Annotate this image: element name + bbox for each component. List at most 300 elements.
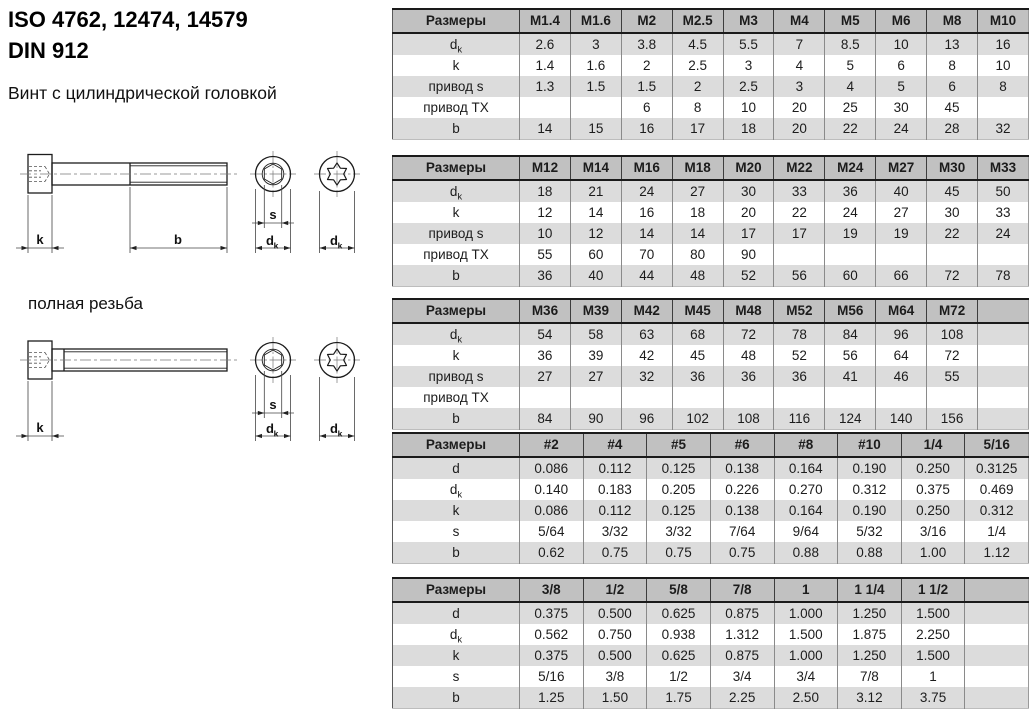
standards-title-iso: ISO 4762, 12474, 14579	[8, 7, 248, 32]
value-cell: 5	[825, 55, 876, 76]
value-cell: 1.6	[570, 55, 621, 76]
value-cell: 52	[774, 345, 825, 366]
table-metric-small	[392, 8, 1029, 140]
value-cell: 14	[672, 223, 723, 244]
value-cell: 0.562	[520, 624, 584, 645]
value-cell: 0.140	[520, 479, 584, 500]
row-label	[393, 202, 520, 223]
table-inch-large	[392, 577, 1029, 709]
column-header: 1/4	[901, 433, 965, 457]
row-label-subscript: k	[457, 44, 463, 55]
value-cell: 42	[621, 345, 672, 366]
value-cell: 60	[825, 265, 876, 287]
value-cell: 0.875	[710, 602, 774, 624]
value-cell: 4	[825, 76, 876, 97]
row-label-text: k	[452, 57, 460, 73]
value-cell	[978, 244, 1029, 265]
value-cell: 28	[927, 118, 978, 140]
value-cell: 1.4	[520, 55, 571, 76]
table-row	[393, 265, 1029, 287]
value-cell: 1.5	[621, 76, 672, 97]
table-header-row	[393, 433, 1029, 457]
value-cell: 5/64	[520, 521, 584, 542]
value-cell: 13	[927, 33, 978, 55]
value-cell: 72	[927, 265, 978, 287]
row-label-text: d	[452, 460, 460, 476]
value-cell: 2.5	[723, 76, 774, 97]
value-cell	[570, 97, 621, 118]
tables-pane	[392, 0, 1034, 703]
dim-label-dk-sub: k	[273, 240, 279, 251]
table-row	[393, 33, 1029, 55]
value-cell: 32	[978, 118, 1029, 140]
blank-header	[965, 578, 1029, 602]
dimension-table	[392, 432, 1029, 564]
value-cell: 68	[672, 323, 723, 345]
row-label-text: d	[452, 605, 460, 621]
value-cell: 0.3125	[965, 457, 1029, 479]
value-cell: 1.50	[583, 687, 647, 709]
value-cell: 102	[672, 408, 723, 430]
value-cell: 21	[570, 180, 621, 202]
value-cell: 48	[672, 265, 723, 287]
column-header: M20	[723, 156, 774, 180]
value-cell: 2	[621, 55, 672, 76]
row-label	[393, 542, 520, 564]
row-label	[393, 645, 520, 666]
blank-cell	[978, 408, 1029, 430]
value-cell: 36	[520, 345, 571, 366]
value-cell: 18	[723, 118, 774, 140]
column-header: M18	[672, 156, 723, 180]
row-label-subscript: k	[457, 191, 463, 202]
value-cell: 41	[825, 366, 876, 387]
blank-cell	[965, 687, 1029, 709]
row-label	[393, 323, 520, 345]
row-label	[393, 366, 520, 387]
value-cell: 7	[774, 33, 825, 55]
value-cell: 116	[774, 408, 825, 430]
value-cell: 1.000	[774, 645, 838, 666]
value-cell: 0.125	[647, 500, 711, 521]
value-cell: 6	[876, 55, 927, 76]
standards-title-din: DIN 912	[8, 38, 89, 63]
value-cell: 66	[876, 265, 927, 287]
value-cell: 90	[723, 244, 774, 265]
dim-label-b: b	[174, 232, 182, 247]
row-label	[393, 76, 520, 97]
value-cell: 15	[570, 118, 621, 140]
column-header: M8	[927, 9, 978, 33]
value-cell: 1.25	[520, 687, 584, 709]
value-cell: 20	[774, 97, 825, 118]
corner-header: Размеры	[393, 433, 520, 457]
value-cell: 17	[774, 223, 825, 244]
value-cell: 0.875	[710, 645, 774, 666]
dimension-table	[392, 8, 1029, 140]
value-cell	[621, 387, 672, 408]
value-cell: 40	[876, 180, 927, 202]
value-cell: 3/16	[901, 521, 965, 542]
row-label-subscript: k	[457, 634, 463, 645]
value-cell: 10	[978, 55, 1029, 76]
value-cell: 0.625	[647, 645, 711, 666]
value-cell: 36	[520, 265, 571, 287]
value-cell: 0.469	[965, 479, 1029, 500]
value-cell: 24	[825, 202, 876, 223]
column-header: #6	[710, 433, 774, 457]
row-label-text: k	[452, 204, 460, 220]
table-row	[393, 55, 1029, 76]
table-row	[393, 624, 1029, 645]
table-row	[393, 500, 1029, 521]
value-cell	[978, 97, 1029, 118]
value-cell: 108	[927, 323, 978, 345]
value-cell: 72	[723, 323, 774, 345]
value-cell	[570, 387, 621, 408]
row-label	[393, 97, 520, 118]
value-cell: 0.312	[838, 479, 902, 500]
row-label-text: привод TX	[423, 389, 489, 405]
hex-socket-view	[250, 151, 296, 197]
table-header-row	[393, 9, 1029, 33]
value-cell: 3/32	[647, 521, 711, 542]
value-cell: 0.375	[520, 602, 584, 624]
value-cell: 44	[621, 265, 672, 287]
value-cell: 0.375	[901, 479, 965, 500]
value-cell: 5/16	[520, 666, 584, 687]
dim-label-dk-sub: k	[273, 428, 279, 439]
value-cell	[927, 244, 978, 265]
value-cell: 32	[621, 366, 672, 387]
column-header: M10	[978, 9, 1029, 33]
value-cell: 12	[520, 202, 571, 223]
row-label	[393, 687, 520, 709]
table-header-row	[393, 578, 1029, 602]
value-cell: 78	[774, 323, 825, 345]
value-cell: 3/32	[583, 521, 647, 542]
value-cell: 1.250	[838, 602, 902, 624]
value-cell: 0.138	[710, 500, 774, 521]
table-row	[393, 180, 1029, 202]
value-cell: 0.112	[583, 500, 647, 521]
value-cell: 0.500	[583, 645, 647, 666]
value-cell: 2.250	[901, 624, 965, 645]
value-cell: 36	[723, 366, 774, 387]
value-cell: 3/4	[710, 666, 774, 687]
hex-socket-view	[250, 337, 296, 383]
value-cell: 0.75	[583, 542, 647, 564]
value-cell: 30	[876, 97, 927, 118]
value-cell: 0.88	[774, 542, 838, 564]
value-cell: 1/2	[647, 666, 711, 687]
column-header: M27	[876, 156, 927, 180]
value-cell: 10	[520, 223, 571, 244]
value-cell: 0.250	[901, 457, 965, 479]
column-header: 5/16	[965, 433, 1029, 457]
column-header: M24	[825, 156, 876, 180]
table-row	[393, 602, 1029, 624]
value-cell: 17	[723, 223, 774, 244]
column-header: M3	[723, 9, 774, 33]
blank-cell	[965, 602, 1029, 624]
value-cell: 60	[570, 244, 621, 265]
value-cell: 22	[774, 202, 825, 223]
column-header: 1/2	[583, 578, 647, 602]
blank-cell	[978, 323, 1029, 345]
value-cell: 19	[825, 223, 876, 244]
column-header: M64	[876, 299, 927, 323]
value-cell: 52	[723, 265, 774, 287]
value-cell: 20	[774, 118, 825, 140]
value-cell: 2	[672, 76, 723, 97]
table-row	[393, 244, 1029, 265]
row-label	[393, 624, 520, 645]
value-cell: 4	[774, 55, 825, 76]
value-cell: 0.62	[520, 542, 584, 564]
value-cell	[876, 244, 927, 265]
value-cell: 1.500	[774, 624, 838, 645]
value-cell: 0.226	[710, 479, 774, 500]
value-cell: 56	[774, 265, 825, 287]
value-cell: 19	[876, 223, 927, 244]
column-header: 1 1/2	[901, 578, 965, 602]
row-label	[393, 244, 520, 265]
table-row	[393, 97, 1029, 118]
value-cell: 14	[520, 118, 571, 140]
blank-cell	[978, 345, 1029, 366]
column-header: #4	[583, 433, 647, 457]
row-label-text: d	[449, 481, 458, 497]
value-cell	[825, 387, 876, 408]
table-row	[393, 687, 1029, 709]
value-cell: 27	[672, 180, 723, 202]
blank-cell	[965, 645, 1029, 666]
column-header: #8	[774, 433, 838, 457]
blank-cell	[965, 666, 1029, 687]
table-row	[393, 76, 1029, 97]
value-cell: 2.50	[774, 687, 838, 709]
row-label	[393, 55, 520, 76]
table-row	[393, 323, 1029, 345]
column-header: 1	[774, 578, 838, 602]
value-cell: 45	[672, 345, 723, 366]
value-cell: 27	[520, 366, 571, 387]
value-cell: 4.5	[672, 33, 723, 55]
row-label	[393, 602, 520, 624]
value-cell: 18	[672, 202, 723, 223]
column-header: M1.6	[570, 9, 621, 33]
value-cell: 0.112	[583, 457, 647, 479]
value-cell: 40	[570, 265, 621, 287]
value-cell: 55	[520, 244, 571, 265]
value-cell: 96	[621, 408, 672, 430]
row-label-text: s	[452, 668, 460, 684]
value-cell: 36	[825, 180, 876, 202]
row-label	[393, 265, 520, 287]
dim-label-dk: d	[330, 421, 338, 436]
blank-cell	[965, 624, 1029, 645]
corner-header: Размеры	[393, 299, 520, 323]
dimension-table	[392, 577, 1029, 709]
value-cell: 33	[978, 202, 1029, 223]
table-row	[393, 118, 1029, 140]
table-row	[393, 479, 1029, 500]
row-label-text: b	[452, 410, 460, 426]
table-header-row	[393, 156, 1029, 180]
row-label-text: привод TX	[423, 99, 489, 115]
value-cell: 5	[876, 76, 927, 97]
value-cell: 3.12	[838, 687, 902, 709]
value-cell: 5/32	[838, 521, 902, 542]
row-label	[393, 479, 520, 500]
dim-label-k: k	[36, 420, 44, 435]
value-cell: 1.75	[647, 687, 711, 709]
table-metric-large	[392, 298, 1029, 430]
value-cell: 3	[774, 76, 825, 97]
row-label-text: k	[452, 502, 460, 518]
value-cell: 84	[520, 408, 571, 430]
value-cell: 3.75	[901, 687, 965, 709]
dim-label-dk: d	[330, 233, 338, 248]
value-cell: 16	[978, 33, 1029, 55]
column-header: M14	[570, 156, 621, 180]
value-cell: 78	[978, 265, 1029, 287]
value-cell: 5.5	[723, 33, 774, 55]
value-cell: 8	[978, 76, 1029, 97]
value-cell: 0.375	[520, 645, 584, 666]
row-label-text: k	[452, 647, 460, 663]
value-cell: 27	[876, 202, 927, 223]
table-row	[393, 408, 1029, 430]
row-label	[393, 500, 520, 521]
table-row	[393, 387, 1029, 408]
column-header: M56	[825, 299, 876, 323]
value-cell: 0.312	[965, 500, 1029, 521]
column-header: M45	[672, 299, 723, 323]
column-header: M72	[927, 299, 978, 323]
table-header-row	[393, 299, 1029, 323]
row-label	[393, 408, 520, 430]
corner-header: Размеры	[393, 9, 520, 33]
column-header: M2	[621, 9, 672, 33]
value-cell	[672, 387, 723, 408]
value-cell: 45	[927, 180, 978, 202]
value-cell: 1.12	[965, 542, 1029, 564]
row-label-text: k	[452, 347, 460, 363]
value-cell: 10	[723, 97, 774, 118]
screw-drawing-partial-thread	[8, 145, 383, 260]
value-cell: 0.750	[583, 624, 647, 645]
torx-socket-view	[314, 151, 360, 197]
table-row	[393, 223, 1029, 244]
column-header: M48	[723, 299, 774, 323]
value-cell: 0.500	[583, 602, 647, 624]
column-header: #10	[838, 433, 902, 457]
row-label	[393, 666, 520, 687]
row-label	[393, 345, 520, 366]
value-cell: 16	[621, 202, 672, 223]
dimension-table	[392, 298, 1029, 430]
dim-label-k: k	[36, 232, 44, 247]
value-cell: 0.138	[710, 457, 774, 479]
value-cell: 72	[927, 345, 978, 366]
column-header: M1.4	[520, 9, 571, 33]
value-cell: 3/4	[774, 666, 838, 687]
value-cell: 24	[621, 180, 672, 202]
row-label-text: s	[452, 523, 460, 539]
row-label	[393, 180, 520, 202]
row-label-text: d	[449, 36, 458, 52]
value-cell: 27	[570, 366, 621, 387]
value-cell: 30	[927, 202, 978, 223]
value-cell: 1.5	[570, 76, 621, 97]
table-row	[393, 345, 1029, 366]
value-cell: 1.875	[838, 624, 902, 645]
table-row	[393, 645, 1029, 666]
row-label-text: привод s	[428, 368, 484, 384]
value-cell: 46	[876, 366, 927, 387]
row-label-text: d	[449, 626, 458, 642]
table-row	[393, 202, 1029, 223]
column-header: 7/8	[710, 578, 774, 602]
product-name: Винт с цилиндрической головкой	[8, 83, 277, 103]
value-cell: 45	[927, 97, 978, 118]
value-cell: 10	[876, 33, 927, 55]
value-cell: 16	[621, 118, 672, 140]
row-label	[393, 521, 520, 542]
column-header: M12	[520, 156, 571, 180]
value-cell: 39	[570, 345, 621, 366]
value-cell: 24	[876, 118, 927, 140]
row-label	[393, 33, 520, 55]
value-cell: 36	[774, 366, 825, 387]
value-cell: 0.164	[774, 500, 838, 521]
value-cell: 64	[876, 345, 927, 366]
torx-socket-view	[314, 337, 360, 383]
value-cell: 1.500	[901, 602, 965, 624]
value-cell	[723, 387, 774, 408]
dim-label-dk: d	[266, 233, 274, 248]
value-cell: 3	[723, 55, 774, 76]
value-cell: 24	[978, 223, 1029, 244]
row-label-text: привод TX	[423, 246, 489, 262]
value-cell: 0.938	[647, 624, 711, 645]
value-cell: 8	[672, 97, 723, 118]
value-cell: 0.88	[838, 542, 902, 564]
value-cell: 7/64	[710, 521, 774, 542]
value-cell: 63	[621, 323, 672, 345]
table-row	[393, 542, 1029, 564]
value-cell: 3/8	[583, 666, 647, 687]
value-cell: 2.6	[520, 33, 571, 55]
value-cell: 33	[774, 180, 825, 202]
value-cell: 0.086	[520, 457, 584, 479]
row-label-text: b	[452, 544, 460, 560]
value-cell: 36	[672, 366, 723, 387]
value-cell: 9/64	[774, 521, 838, 542]
row-label	[393, 387, 520, 408]
row-label	[393, 457, 520, 479]
table-row	[393, 366, 1029, 387]
value-cell: 96	[876, 323, 927, 345]
value-cell: 12	[570, 223, 621, 244]
value-cell: 6	[621, 97, 672, 118]
dim-label-dk: d	[266, 421, 274, 436]
dim-label-dk-sub: k	[337, 428, 343, 439]
value-cell: 1	[901, 666, 965, 687]
dim-label-dk-sub: k	[337, 240, 343, 251]
